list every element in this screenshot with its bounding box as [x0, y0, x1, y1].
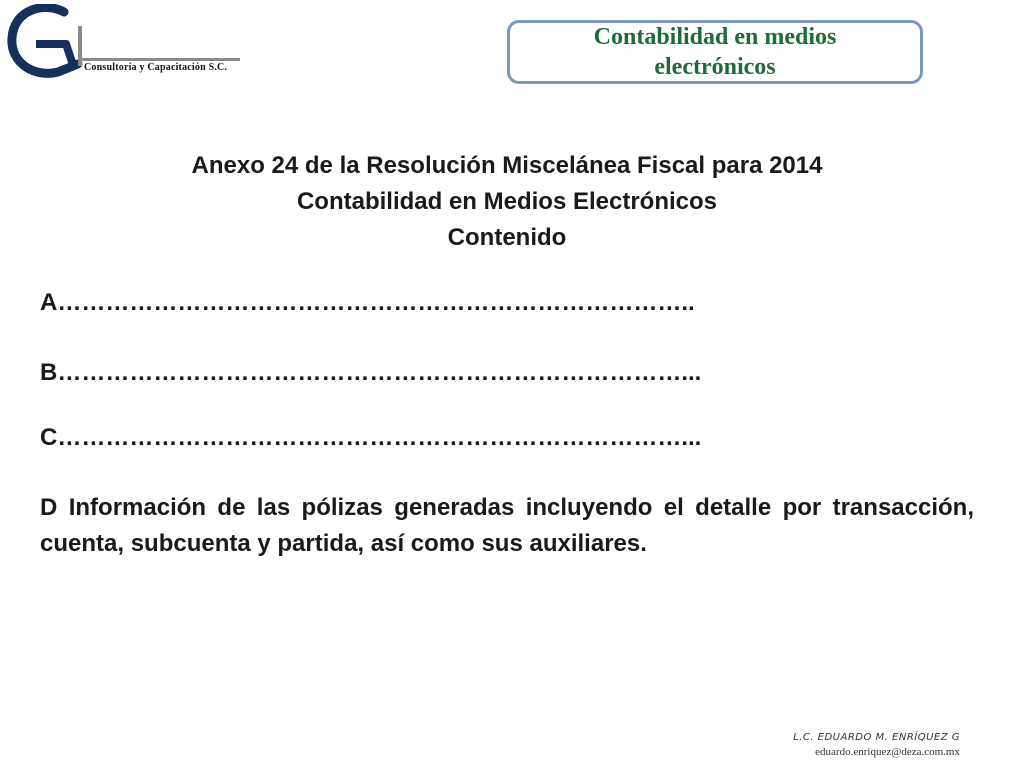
- section-badge: [507, 20, 923, 84]
- list-item-d: D Información de las pólizas generadas incluyendo el detalle por transacción, cuenta, subcuenta y partida, así como sus auxiliares.: [40, 494, 974, 557]
- heading-contents: Contenido: [447, 224, 567, 251]
- heading-subtitle: Contabilidad en Medios Electrónicos: [296, 188, 718, 215]
- author-footer: [793, 731, 960, 759]
- section-badge-label: Contabilidad en medios electrónicos: [593, 24, 837, 80]
- heading-title: Anexo 24 de la Resolución Miscelánea Fiscal para 2014: [191, 152, 823, 179]
- list-item-c: C……………………………………………………………………...: [40, 424, 702, 451]
- company-logo: [6, 4, 251, 84]
- company-name: Consultoría y Capacitación S.C.: [84, 62, 228, 73]
- author-name: L.C. EDUARDO M. ENRÍQUEZ G: [793, 732, 960, 743]
- list-item-b: B……………………………………………………………………...: [40, 359, 702, 386]
- slide-headings: [0, 148, 1014, 256]
- logo-letters: va: [54, 35, 70, 52]
- author-email: eduardo.enriquez@deza.com.mx: [815, 746, 960, 758]
- list-item-a: A……………………………………………………………………..: [40, 289, 695, 316]
